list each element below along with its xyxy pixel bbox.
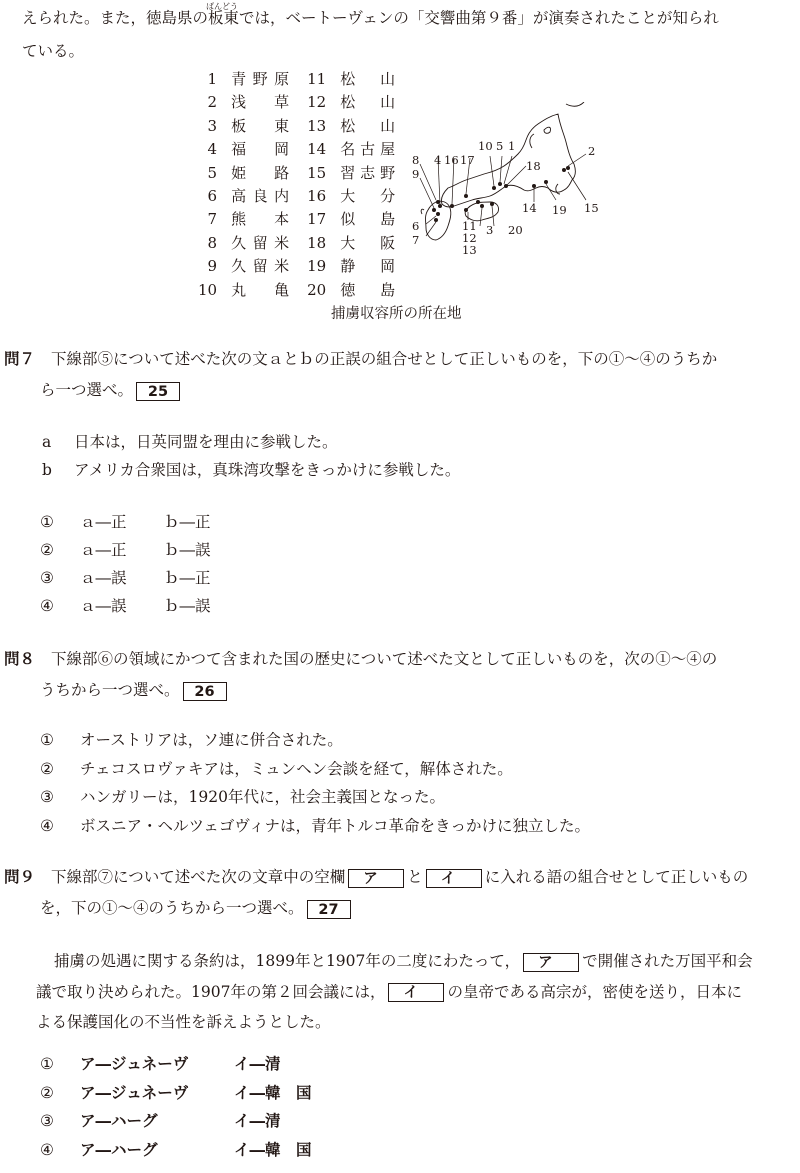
dot-camp-6 — [436, 212, 440, 216]
dot-camp-3 — [480, 204, 484, 208]
camp-number: 1 — [207, 70, 218, 88]
camp-name: 久留米 — [231, 257, 290, 276]
q7-option[interactable] — [40, 564, 211, 592]
camp-name: 福岡 — [231, 140, 290, 159]
camp-name: 熊本 — [231, 210, 290, 229]
q8-option[interactable] — [40, 783, 590, 812]
option-i: イ―清 — [234, 1055, 281, 1073]
intro-line-2: ている。 — [22, 42, 85, 60]
dot-camp-17 — [464, 194, 468, 198]
option-i: イ―清 — [234, 1112, 281, 1130]
option-number: ③ — [40, 569, 54, 587]
option-b: ｂ―正 — [164, 569, 211, 587]
camp-name: 習志野 — [340, 163, 396, 182]
camp-number: 6 — [207, 187, 218, 206]
option-a: ア―ジュネーヴ — [80, 1055, 189, 1073]
camp-row — [198, 185, 395, 208]
q9-passage-line-1: 捕虜の処遇に関する条約は，1899年と1907年の二度にわたって， ア で開催された万国平和会 — [54, 952, 753, 971]
q7-line-1: 問７ 下線部⑤について述べた次の文ａとｂの正誤の組合せとして正しいものを，下の①～④のうちか — [4, 350, 718, 368]
camp-number: 11 — [307, 70, 327, 88]
q8-options — [40, 726, 590, 840]
q9-answer-box[interactable]: 27 — [307, 900, 351, 919]
camp-row — [198, 91, 395, 114]
camp-name: 徳島 — [340, 280, 396, 299]
q9-option[interactable] — [40, 1050, 312, 1079]
q9-passage — [36, 946, 753, 1038]
intro-line-1: えられた。また，徳島県の ばんどう 板東では，ベートーヴェンの「交響曲第９番」が演奏されたことが知られ — [22, 2, 719, 35]
camp-number: 7 — [207, 210, 218, 229]
q8-answer-box[interactable]: 26 — [183, 682, 227, 701]
camp-number: 19 — [307, 257, 327, 276]
map-label-19: 19 — [552, 203, 567, 217]
q7-statement — [42, 428, 460, 456]
camp-row — [198, 162, 395, 185]
dot-camp-1 — [498, 182, 502, 186]
camp-number: 9 — [207, 257, 218, 276]
map-label-9: 9 — [412, 167, 420, 181]
option-number: ① — [40, 1055, 54, 1073]
statement-text: 日本は，日英同盟を理由に参戦した。 — [74, 433, 338, 451]
q7-options — [40, 508, 211, 620]
dot-camp-8 — [432, 208, 436, 212]
camp-name: 高良内 — [231, 187, 290, 206]
q7-option[interactable] — [40, 508, 211, 536]
dot-camp-11 — [464, 208, 468, 212]
q9-blank-i: イ — [426, 869, 482, 888]
option-a: ａ―誤 — [80, 569, 127, 587]
map-label-11: 11 — [462, 219, 477, 233]
option-number: ② — [40, 1083, 54, 1102]
dot-camp-10 — [476, 200, 480, 204]
bando-word: ばんどう 板東 — [208, 2, 239, 35]
camp-name: 青野原 — [231, 70, 290, 88]
camp-row — [198, 208, 395, 231]
option-a: ア―ジュネーヴ — [80, 1083, 189, 1102]
map-label-6: 6 — [412, 219, 420, 233]
camp-row — [198, 138, 395, 161]
camp-name: 松山 — [340, 116, 396, 135]
statement-key: b — [42, 461, 52, 479]
camp-name: 板東 — [231, 116, 290, 135]
camp-row — [198, 255, 395, 278]
camp-number: 5 — [207, 163, 218, 182]
option-text: チェコスロヴァキアは，ミュンヘン会談を経て，解体された。 — [80, 759, 513, 778]
map-label-10: 10 — [478, 139, 493, 153]
q9-option[interactable] — [40, 1136, 312, 1165]
statement-key: a — [42, 433, 52, 451]
option-number: ③ — [40, 788, 54, 806]
camp-row — [198, 68, 395, 91]
q8-label: 問８ — [4, 650, 36, 668]
map-label-2: 2 — [588, 144, 596, 158]
statement-text: アメリカ合衆国は，真珠湾攻撃をきっかけに参戦した。 — [74, 461, 461, 479]
map-label-18: 18 — [526, 159, 541, 173]
q8-option[interactable] — [40, 812, 590, 841]
option-number: ④ — [40, 597, 54, 615]
camp-number: 14 — [307, 140, 327, 159]
camp-number: 10 — [198, 280, 218, 299]
dot-camp-5 — [492, 186, 496, 190]
noto-peninsula — [530, 134, 534, 148]
camp-name: 松山 — [340, 93, 396, 112]
camp-number: 18 — [307, 233, 327, 252]
option-text: ボスニア・ヘルツェゴヴィナは，青年トルコ革命をきっかけに独立した。 — [80, 816, 590, 835]
q8-option[interactable] — [40, 755, 590, 784]
camp-number: 16 — [307, 187, 327, 206]
q7-option[interactable] — [40, 592, 211, 620]
q9-option[interactable] — [40, 1107, 312, 1136]
map-label-5: 5 — [496, 139, 504, 153]
option-a: ア―ハーグ — [80, 1112, 158, 1130]
option-a: ａ―誤 — [80, 597, 127, 615]
q7-option[interactable] — [40, 536, 211, 564]
q8-line-1: 問８ 下線部⑥の領域にかつて含まれた国の歴史について述べた文として正しいものを，次の①～④の — [4, 650, 718, 668]
camp-name: 丸亀 — [231, 280, 290, 299]
map-label-20: 20 — [508, 223, 523, 237]
camp-number: 17 — [307, 210, 327, 229]
dot-camp-20 — [490, 202, 494, 206]
camp-row — [198, 279, 395, 302]
q9-blank-a: ア — [348, 869, 404, 888]
option-b: ｂ―誤 — [164, 541, 211, 559]
camp-number: 3 — [207, 116, 218, 135]
camp-list-table — [198, 68, 395, 302]
q7-answer-box[interactable]: 25 — [136, 382, 180, 401]
map-label-4: 4 — [434, 153, 442, 167]
q7-statement — [42, 456, 460, 484]
map-label-1: 1 — [508, 139, 516, 153]
q8-option[interactable] — [40, 726, 590, 755]
camp-number: 2 — [207, 93, 218, 112]
sado-island — [544, 127, 551, 133]
dot-camp-7 — [434, 218, 438, 222]
map-label-16: 16 — [444, 153, 459, 167]
q9-label: 問９ — [4, 868, 36, 886]
option-i: イ―韓 国 — [234, 1083, 312, 1102]
bando-ruby: ばんどう — [206, 2, 239, 11]
q9-line-2: を，下の①～④のうちから一つ選べ。 27 — [4, 893, 748, 924]
camp-number: 15 — [307, 163, 327, 182]
map-label-14: 14 — [522, 201, 537, 215]
q7-statements — [42, 428, 460, 484]
q7-line-2: ら一つ選べ。 25 — [4, 375, 717, 406]
option-b: ｂ―正 — [164, 513, 211, 531]
map-label-15: 15 — [584, 201, 599, 215]
map-label-7: 7 — [412, 233, 420, 247]
map-label-3: 3 — [486, 223, 494, 237]
option-number: ④ — [40, 1140, 54, 1159]
map-label-8: 8 — [412, 153, 420, 167]
dot-camp-15 — [566, 166, 570, 170]
camp-name: 松山 — [340, 70, 396, 88]
map-caption: 捕虜収容所の所在地 — [331, 306, 462, 322]
option-i: イ―韓 国 — [234, 1140, 312, 1159]
option-text: ハンガリーは，1920年代に，社会主義国となった。 — [80, 788, 445, 806]
camp-name: 久留米 — [231, 233, 290, 252]
q9-passage-blank-i: イ — [388, 983, 444, 1002]
option-a: ａ―正 — [80, 513, 127, 531]
q9-stem — [4, 862, 748, 924]
q9-line-1: 問９ 下線部⑦について述べた次の文章中の空欄 ア と イ に入れる語の組合せとして正しいもの — [4, 868, 749, 887]
camp-number: 20 — [307, 280, 327, 299]
option-number: ① — [40, 731, 54, 749]
option-number: ② — [40, 759, 54, 778]
hokkaido-coast — [566, 102, 584, 106]
q9-passage-line-3: よる保護国化の不当性を訴えようとした。 — [36, 1013, 331, 1031]
camp-number: 12 — [307, 93, 327, 112]
q9-passage-line-2: 議で取り決められた。1907年の第２回会議には， イ の皇帝である高宗が，密使を送り，日本に — [36, 982, 742, 1001]
camp-row — [198, 232, 395, 255]
q8-stem — [4, 644, 717, 706]
camp-name: 浅草 — [231, 93, 290, 112]
japan-map — [408, 102, 618, 262]
camp-number: 8 — [207, 233, 218, 252]
option-number: ② — [40, 541, 54, 559]
q7-stem — [4, 344, 717, 406]
option-text: オーストリアは，ソ連に併合された。 — [80, 731, 343, 749]
camp-row — [198, 115, 395, 138]
camp-name: 似島 — [340, 210, 396, 229]
option-number: ③ — [40, 1112, 54, 1130]
map-label-17: 17 — [460, 153, 475, 167]
q9-options — [40, 1050, 312, 1164]
q8-line-2: うちから一つ選べ。 26 — [4, 675, 717, 706]
q7-label: 問７ — [4, 350, 36, 368]
camp-name: 姫路 — [231, 163, 290, 182]
q9-option[interactable] — [40, 1079, 312, 1108]
dot-camp-9 — [436, 200, 440, 204]
map-label-12: 12 — [462, 231, 477, 245]
option-b: ｂ―誤 — [164, 597, 211, 615]
option-number: ④ — [40, 816, 54, 835]
camp-name: 名古屋 — [340, 140, 396, 159]
camp-name: 大阪 — [340, 233, 396, 252]
dot-camp-16 — [450, 204, 454, 208]
dot-camp-2 — [562, 168, 566, 172]
option-number: ① — [40, 513, 54, 531]
intro-paragraph — [22, 2, 719, 68]
camp-name: 大分 — [340, 187, 396, 206]
dot-camp-14 — [532, 184, 536, 188]
dot-camp-4 — [438, 204, 442, 208]
camp-number: 4 — [207, 140, 218, 159]
option-a: ア―ハーグ — [80, 1140, 158, 1159]
camp-name: 静岡 — [340, 257, 396, 276]
q9-passage-blank-a: ア — [523, 953, 579, 972]
option-a: ａ―正 — [80, 541, 127, 559]
tsushima-island — [421, 209, 424, 214]
map-label-13: 13 — [462, 243, 477, 257]
camp-number: 13 — [307, 116, 327, 135]
dot-camp-19 — [544, 180, 548, 184]
